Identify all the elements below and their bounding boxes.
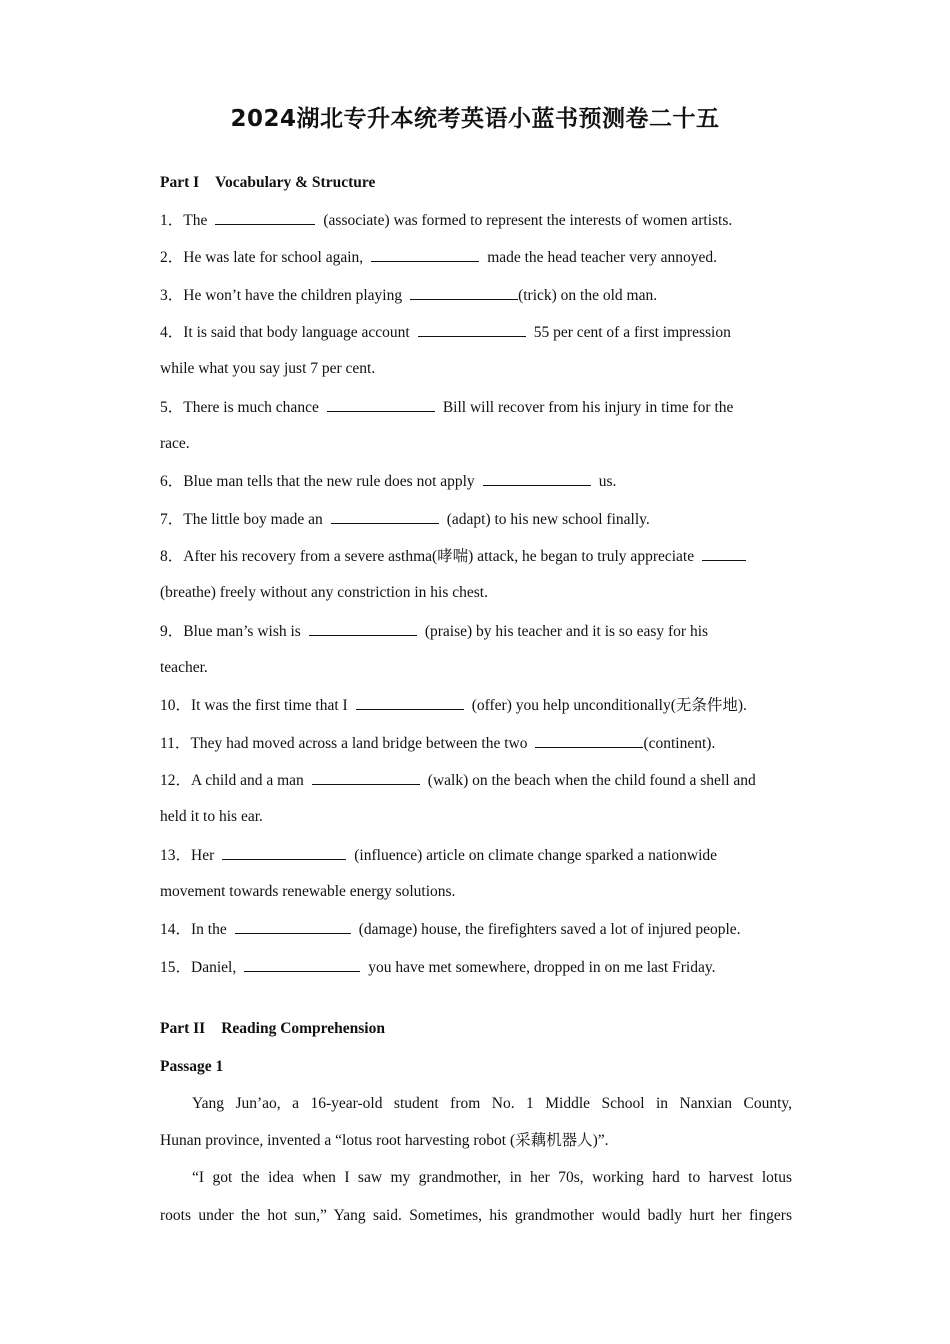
question-text-before: It was the first time that I [191, 697, 348, 714]
question-text-before: He was late for school again, [183, 249, 364, 266]
part2-label: Part II [160, 1020, 206, 1037]
answer-blank[interactable] [535, 733, 643, 748]
question-number: 11． [160, 735, 191, 752]
passage-line: Hunan province, invented a “lotus root harvesting robot (采藕机器人)”. [160, 1132, 609, 1149]
answer-blank[interactable] [371, 247, 479, 262]
passage-line: Yang Jun’ao, a 16-year-old student from No. 1 Middle School in Nanxian County, [192, 1095, 792, 1112]
question-11 [160, 733, 792, 754]
question-text-after: (offer) you help unconditionally(无条件地). [471, 697, 747, 714]
passage-1-label: Passage 1 [160, 1058, 224, 1075]
question-number: 12． [160, 772, 192, 789]
question-text-before: Daniel, [191, 959, 237, 976]
question-13 [160, 845, 792, 866]
answer-blank[interactable] [327, 397, 435, 412]
question-9 [160, 621, 792, 642]
question-2 [160, 247, 792, 268]
question-13-continuation: movement towards renewable energy solutions. [160, 883, 456, 900]
question-number: 9． [160, 623, 184, 640]
question-text-after: you have met somewhere, dropped in on me last Friday. [368, 959, 716, 976]
question-number: 5． [160, 399, 184, 416]
question-text-before: Blue man’s wish is [183, 623, 301, 640]
answer-blank[interactable] [483, 471, 591, 486]
question-text-before: After his recovery from a severe asthma(哮喘) attack, he began to truly appreciate [183, 548, 695, 565]
question-12 [160, 770, 792, 791]
question-10 [160, 695, 792, 716]
part1-name: Vocabulary & Structure [215, 174, 376, 191]
question-number: 15． [160, 959, 192, 976]
question-text-after: (damage) house, the firefighters saved a lot of injured people. [358, 921, 741, 938]
question-text-before: They had moved across a land bridge between the two [190, 735, 528, 752]
answer-blank[interactable] [215, 210, 315, 225]
question-8 [160, 546, 792, 567]
part2-heading [160, 1019, 792, 1039]
question-9-continuation: teacher. [160, 659, 208, 676]
question-text-after: (associate) was formed to represent the interests of women artists. [323, 212, 733, 229]
answer-blank[interactable] [309, 621, 417, 636]
answer-blank[interactable] [244, 957, 360, 972]
part2-name: Reading Comprehension [221, 1020, 385, 1037]
question-text-after: (walk) on the beach when the child found a shell and [427, 772, 756, 789]
question-text-before: It is said that body language account [183, 324, 410, 341]
question-text-before: A child and a man [191, 772, 304, 789]
question-4-continuation: while what you say just 7 per cent. [160, 360, 376, 377]
question-number: 7． [160, 511, 184, 528]
passage-line: “I got the idea when I saw my grandmother, in her 70s, working hard to harvest lotus [192, 1169, 792, 1186]
question-text-before: Blue man tells that the new rule does not apply [183, 473, 475, 490]
question-8-continuation: (breathe) freely without any constriction in his chest. [160, 584, 488, 601]
question-number: 3． [160, 287, 184, 304]
question-number: 8． [160, 548, 184, 565]
question-text-before: There is much chance [183, 399, 319, 416]
question-text-after: (continent). [643, 735, 716, 752]
question-text-after: (praise) by his teacher and it is so easy for his [424, 623, 709, 640]
question-number: 1． [160, 212, 184, 229]
page-title: 2024湖北专升本统考英语小蓝书预测卷二十五 [230, 106, 720, 132]
answer-blank[interactable] [418, 322, 526, 337]
question-6 [160, 471, 792, 492]
question-12-continuation: held it to his ear. [160, 808, 263, 825]
answer-blank[interactable] [702, 546, 746, 561]
part1-label: Part I [160, 174, 200, 191]
question-number: 14． [160, 921, 192, 938]
question-1 [160, 210, 792, 231]
question-4 [160, 322, 792, 343]
answer-blank[interactable] [312, 770, 420, 785]
question-number: 13． [160, 847, 192, 864]
question-text-before: The little boy made an [183, 511, 323, 528]
question-text-after: (trick) on the old man. [518, 287, 658, 304]
answer-blank[interactable] [235, 919, 351, 934]
question-text-before: The [183, 212, 208, 229]
question-5 [160, 397, 792, 418]
question-text-after: made the head teacher very annoyed. [487, 249, 717, 266]
question-7 [160, 509, 792, 530]
question-text-before: In the [191, 921, 227, 938]
answer-blank[interactable] [331, 509, 439, 524]
question-15 [160, 957, 792, 978]
question-text-before: He won’t have the children playing [183, 287, 403, 304]
question-14 [160, 919, 792, 940]
question-text-before: Her [191, 847, 215, 864]
question-text-after: us. [598, 473, 617, 490]
question-text-after: Bill will recover from his injury in time for the [442, 399, 734, 416]
answer-blank[interactable] [356, 695, 464, 710]
question-text-after: (influence) article on climate change sparked a nationwide [354, 847, 718, 864]
question-text-after: 55 per cent of a first impression [533, 324, 731, 341]
passage-line: roots under the hot sun,” Yang said. Sometimes, his grandmother would badly hurt her fingers [160, 1207, 792, 1224]
question-text-after: (adapt) to his new school finally. [446, 511, 650, 528]
question-number: 2． [160, 249, 184, 266]
question-number: 4． [160, 324, 184, 341]
question-3 [160, 285, 792, 306]
question-number: 10． [160, 697, 192, 714]
question-number: 6． [160, 473, 184, 490]
part1-heading [160, 173, 792, 193]
answer-blank[interactable] [410, 285, 518, 300]
question-5-continuation: race. [160, 435, 190, 452]
answer-blank[interactable] [222, 845, 346, 860]
